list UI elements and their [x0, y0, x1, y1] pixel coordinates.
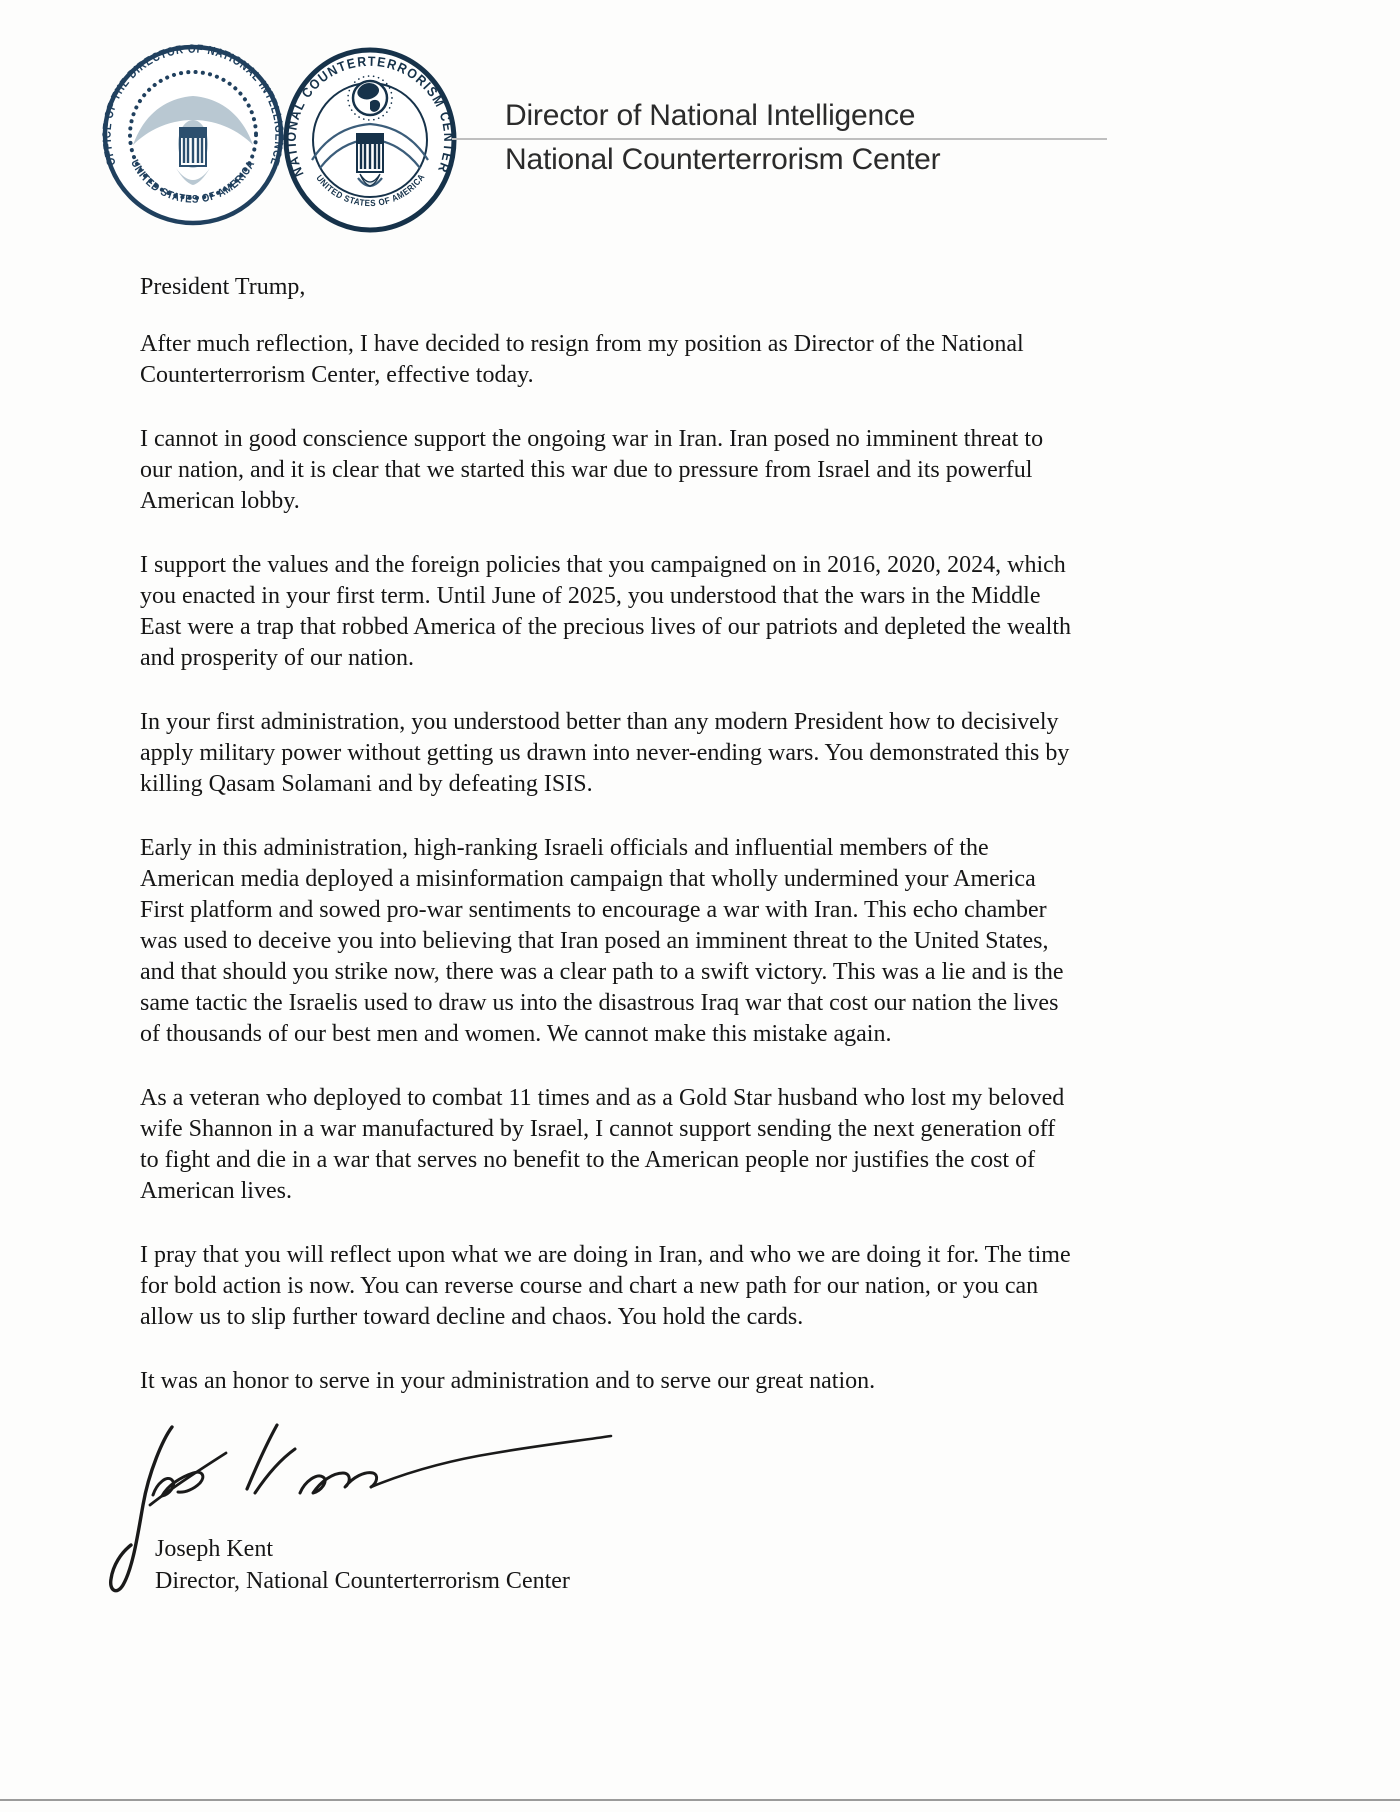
paragraph-line: As a veteran who deployed to combat 11 times and as a Gold Star husband who lost my beloved [140, 1085, 1065, 1111]
paragraph-line: apply military power without getting us drawn into never-ending wars. You demonstrated this by [140, 740, 1070, 766]
odni-seal-icon [100, 42, 286, 228]
paragraph-line: to fight and die in a war that serves no benefit to the American people nor justifies the cost of [140, 1147, 1036, 1173]
nctc-seal-icon [280, 44, 460, 236]
paragraph-line: killing Qasam Solamani and by defeating ISIS. [140, 771, 593, 797]
paragraph-line: for bold action is now. You can reverse course and chart a new path for our nation, or you can [140, 1273, 1039, 1299]
paragraph-line: and that should you strike now, there was a clear path to a swift victory. This was a lie and is the [140, 959, 1064, 985]
paragraph [140, 329, 1260, 391]
paragraph-line: In your first administration, you understood better than any modern President how to decisively [140, 709, 1059, 735]
salutation: President Trump, [140, 274, 306, 300]
paragraph-line: American media deployed a misinformation campaign that wholly undermined your America [140, 866, 1036, 892]
paragraph-line: East were a trap that robbed America of the precious lives of our patriots and depleted the wealth [140, 614, 1071, 640]
paragraph [140, 1083, 1260, 1207]
odni-ring-text-bottom: UNITED STATES OF AMERICA [128, 157, 258, 206]
nctc-ring-text-bottom: UNITED STATES OF AMERICA [314, 171, 428, 209]
nctc-ring-text-top: NATIONAL COUNTERTERRORISM CENTER [283, 53, 457, 179]
shield-icon [180, 128, 206, 166]
paragraph-line: Counterterrorism Center, effective today. [140, 362, 534, 388]
odni-ring-text-top: OFFICE OF THE DIRECTOR OF NATIONAL INTELLIGENCE [100, 42, 286, 170]
paragraph-line: of thousands of our best men and women. We cannot make this mistake again. [140, 1021, 892, 1047]
paragraph-line: I pray that you will reflect upon what we are doing in Iran, and who we are doing it for. The time [140, 1242, 1071, 1268]
paragraph-line: wife Shannon in a war manufactured by Israel, I cannot support sending the next generation off [140, 1116, 1056, 1142]
paragraph-line: same tactic the Israelis used to draw us into the disastrous Iraq war that cost our nation the lives [140, 990, 1059, 1016]
paragraph-line: After much reflection, I have decided to resign from my position as Director of the National [140, 331, 1024, 357]
letterhead-line1: Director of National Intelligence [505, 99, 916, 132]
paragraph [140, 1366, 1260, 1397]
paragraph [140, 833, 1260, 1050]
paragraph-line: was used to deceive you into believing that Iran posed an imminent threat to the United States, [140, 928, 1049, 954]
paragraph [140, 550, 1260, 674]
paragraph-line: I support the values and the foreign policies that you campaigned on in 2016, 2020, 2024, which [140, 552, 1066, 578]
letterhead [505, 100, 1145, 176]
paragraph-line: you enacted in your first term. Until June of 2025, you understood that the wars in the Middle [140, 583, 1041, 609]
paragraph-line: I cannot in good conscience support the ongoing war in Iran. Iran posed no imminent threat to [140, 426, 1044, 452]
paragraphs [140, 329, 1260, 1397]
signer-name: Joseph Kent [155, 1536, 273, 1562]
letterhead-line2: National Counterterrorism Center [505, 143, 941, 176]
paragraph [140, 1240, 1260, 1333]
paragraph-line: and prosperity of our nation. [140, 645, 414, 671]
signer-title: Director, National Counterterrorism Center [155, 1568, 570, 1594]
scan-edge-line [0, 1799, 1400, 1801]
paragraph [140, 424, 1260, 517]
letterhead-underline [452, 138, 1107, 140]
paragraph [140, 707, 1260, 800]
paragraph-line: American lives. [140, 1178, 292, 1204]
paragraph-line: American lobby. [140, 488, 300, 514]
paragraph-line: allow us to slip further toward decline and chaos. You hold the cards. [140, 1304, 804, 1330]
signature-block [155, 1533, 570, 1597]
letter-body [140, 272, 1260, 1430]
seal-row [100, 42, 460, 236]
paragraph-line: our nation, and it is clear that we started this war due to pressure from Israel and its powerful [140, 457, 1033, 483]
paragraph-line: First platform and sowed pro-war sentiments to encourage a war with Iran. This echo chamber [140, 897, 1047, 923]
paragraph-line: It was an honor to serve in your administration and to serve our great nation. [140, 1368, 876, 1394]
paragraph-line: Early in this administration, high-ranking Israeli officials and influential members of the [140, 835, 989, 861]
